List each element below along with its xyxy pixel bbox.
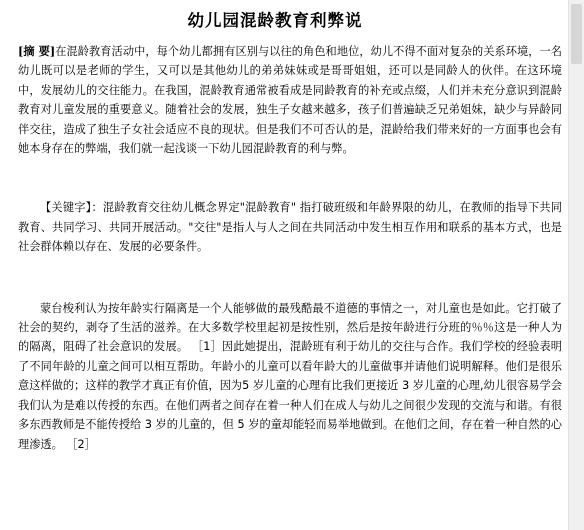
abstract-label: [摘 要] (18, 44, 56, 58)
abstract-paragraph (18, 42, 562, 158)
keywords-paragraph (18, 198, 562, 256)
body-paragraph: 蒙台梭利认为按年龄实行隔离是一个人能够做的最残酷最不道德的事情之一，对儿童也是如此。它打破了社会的契约，剥夺了生活的滋养。在大多数学校里起初是按性别，然后是按年龄进行分班的％％这是一种人为的隔离，阻碍了社会意识的发展。 ［1］因此她提出，混龄班有利于幼儿的交往与合作。我们学校的经验表明了不同年龄的儿童之间可以相互帮助。年龄小的儿童可以看年龄大的儿童做事并请他们说明解释。他们是很乐意这样做的；这样的教学才真正有价值，因为5 岁儿童的心理有比我们更接近 3 岁儿童的心理,幼儿很容易学会我们认为是难以传授的东西。在他们两者之间存在着一种人们在成人与幼儿之间很少发现的交流与和谐。有很多东西教师是不能传授给 3 岁的儿童的，但 5 岁的童却能轻而易举地做到。在他们之间，存在着一种自然的心理渗透。 ［2］ (18, 301, 562, 451)
abstract-text: 在混龄教育活动中，每个幼儿都拥有区别与以往的角色和地位，幼儿不得不面对复杂的关系环境，一名幼儿既可以是老师的学生，又可以是其他幼儿的弟弟妹妹或是哥哥姐姐，还可以是同龄人的伙伴。在这环境中，发展幼儿的交往能力。在我国，混龄教育通常被看成是同龄教育的补充或点缀，人们并未充分意识到混龄教育对儿童发展的重要意义。随着社会的发展，独生子女越来越多，孩子们普遍缺乏兄弟姐妹，缺少与异龄同伴交往，造成了独生子女社会适应不良的现状。但是我们不可否认的是，混龄给我们带来好的一方面事也会有她本身存在的弊端，我们就一起浅谈一下幼儿园混龄教育的利与弊。 (18, 45, 562, 156)
document-title: 幼儿园混龄教育利弊说 (187, 11, 363, 30)
keywords-label: 【关键字】： (40, 201, 103, 215)
scrollbar-thumb[interactable] (571, 4, 582, 64)
keywords-text: 混龄教育交往幼儿概念界定"混龄教育" 指打破班级和年龄界限的幼儿，在教师的指导下共同教育、共同学习、共同开展活动。"交往"是指人与人之间在共同活动中发生相互作用和联系的基本方式，也是社会群体赖以存在、发展的必要条件。 (18, 201, 562, 254)
vertical-scrollbar[interactable] (568, 0, 584, 530)
